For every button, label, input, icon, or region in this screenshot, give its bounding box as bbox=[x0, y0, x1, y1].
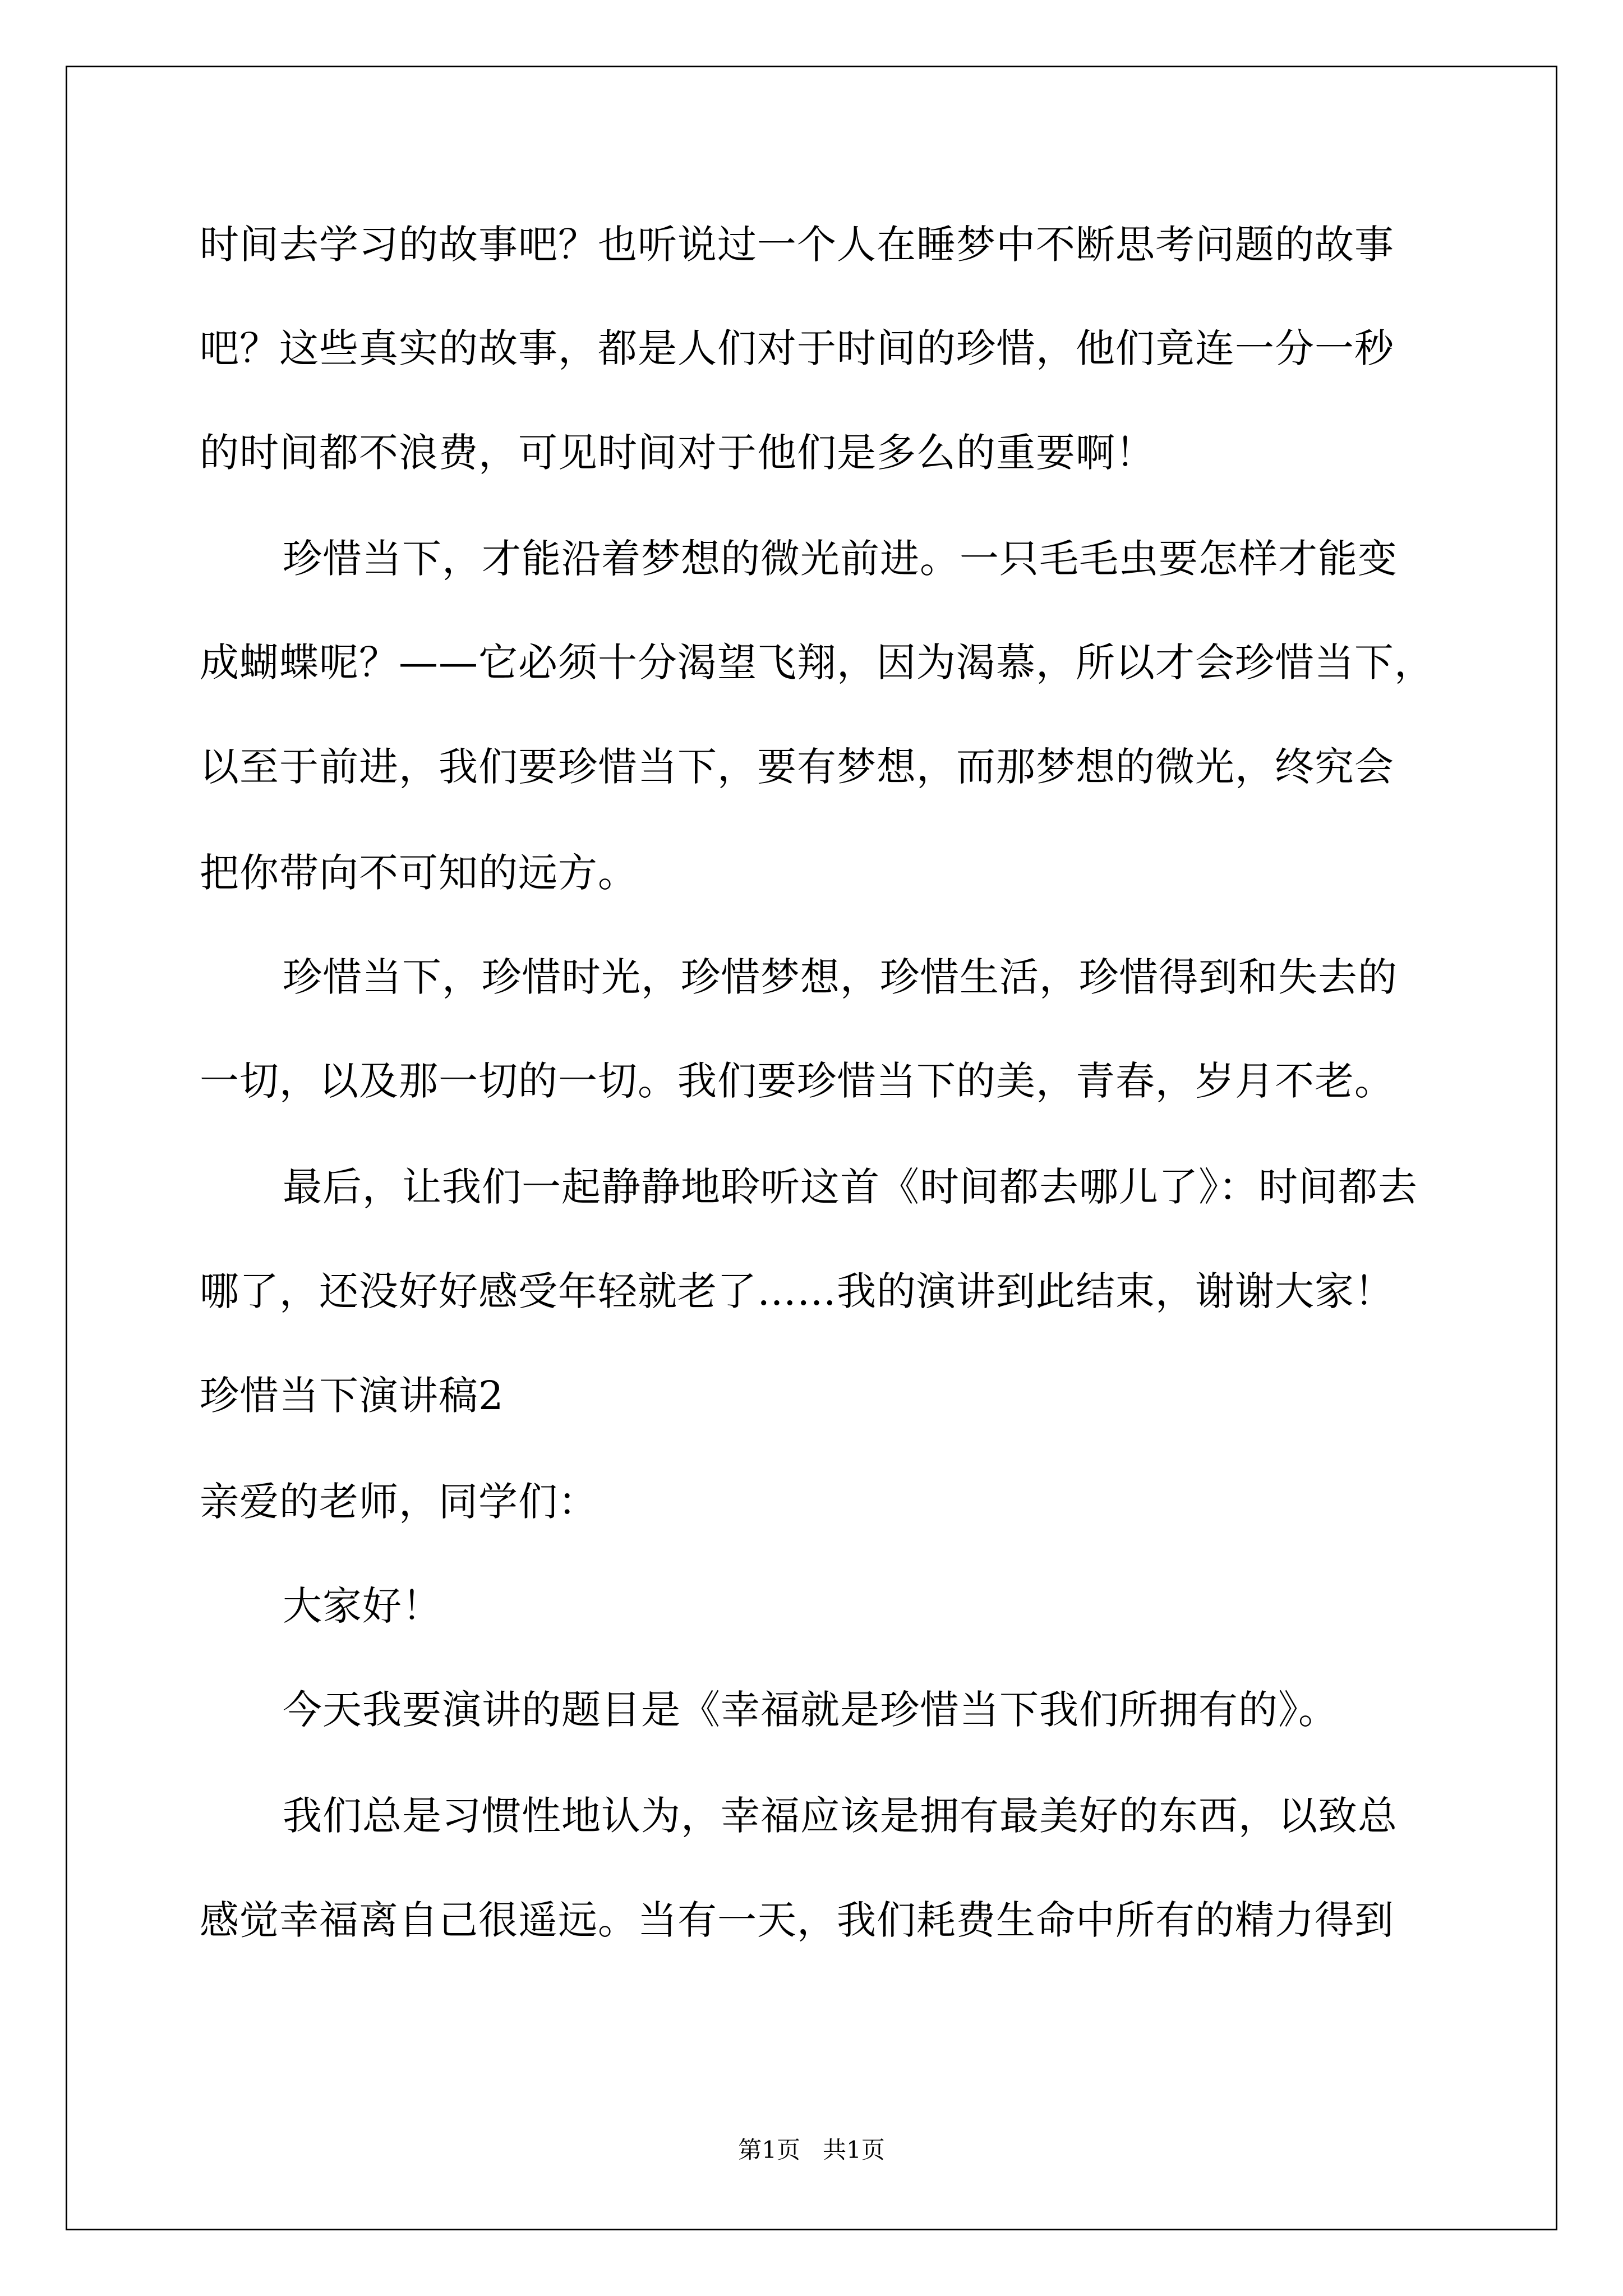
paragraph-start-line: 今天我要演讲的题目是《幸福就是珍惜当下我们所拥有的》。 bbox=[283, 1687, 1338, 1733]
text-line: 以至于前进，我们要珍惜当下，要有梦想，而那梦想的微光，终究会 bbox=[200, 744, 1394, 790]
paragraph-start-line: 珍惜当下，珍惜时光，珍惜梦想，珍惜生活，珍惜得到和失去的 bbox=[283, 954, 1398, 1000]
text-line: 感觉幸福离自己很遥远。当有一天，我们耗费生命中所有的精力得到 bbox=[200, 1897, 1394, 1943]
text-line: 哪了，还没好好感受年轻就老了……我的演讲到此结束，谢谢大家！ bbox=[200, 1268, 1394, 1314]
text-line: 吧？这些真实的故事，都是人们对于时间的珍惜，他们竟连一分一秒 bbox=[200, 325, 1394, 371]
section-title: 珍惜当下演讲稿2 bbox=[200, 1373, 504, 1419]
text-line: 一切，以及那一切的一切。我们要珍惜当下的美，青春，岁月不老。 bbox=[200, 1058, 1394, 1104]
text-line: 的时间都不浪费，可见时间对于他们是多么的重要啊！ bbox=[200, 430, 1155, 476]
greeting-line: 大家好！ bbox=[283, 1583, 442, 1629]
page-number-footer: 第1页 共1页 bbox=[738, 2136, 885, 2164]
paragraph-start-line: 最后，让我们一起静静地聆听这首《时间都去哪儿了》：时间都去 bbox=[283, 1164, 1418, 1210]
paragraph-start-line: 我们总是习惯性地认为，幸福应该是拥有最美好的东西，以致总 bbox=[283, 1793, 1398, 1839]
text-line: 把你带向不可知的远方。 bbox=[200, 850, 638, 896]
paragraph-start-line: 珍惜当下，才能沿着梦想的微光前进。一只毛毛虫要怎样才能变 bbox=[283, 536, 1398, 582]
text-line: 时间去学习的故事吧？也听说过一个人在睡梦中不断思考问题的故事 bbox=[200, 222, 1394, 268]
salutation-line: 亲爱的老师，同学们： bbox=[200, 1479, 598, 1525]
text-line: 成蝴蝶呢？——它必须十分渴望飞翔，因为渴慕，所以才会珍惜当下， bbox=[200, 639, 1434, 685]
